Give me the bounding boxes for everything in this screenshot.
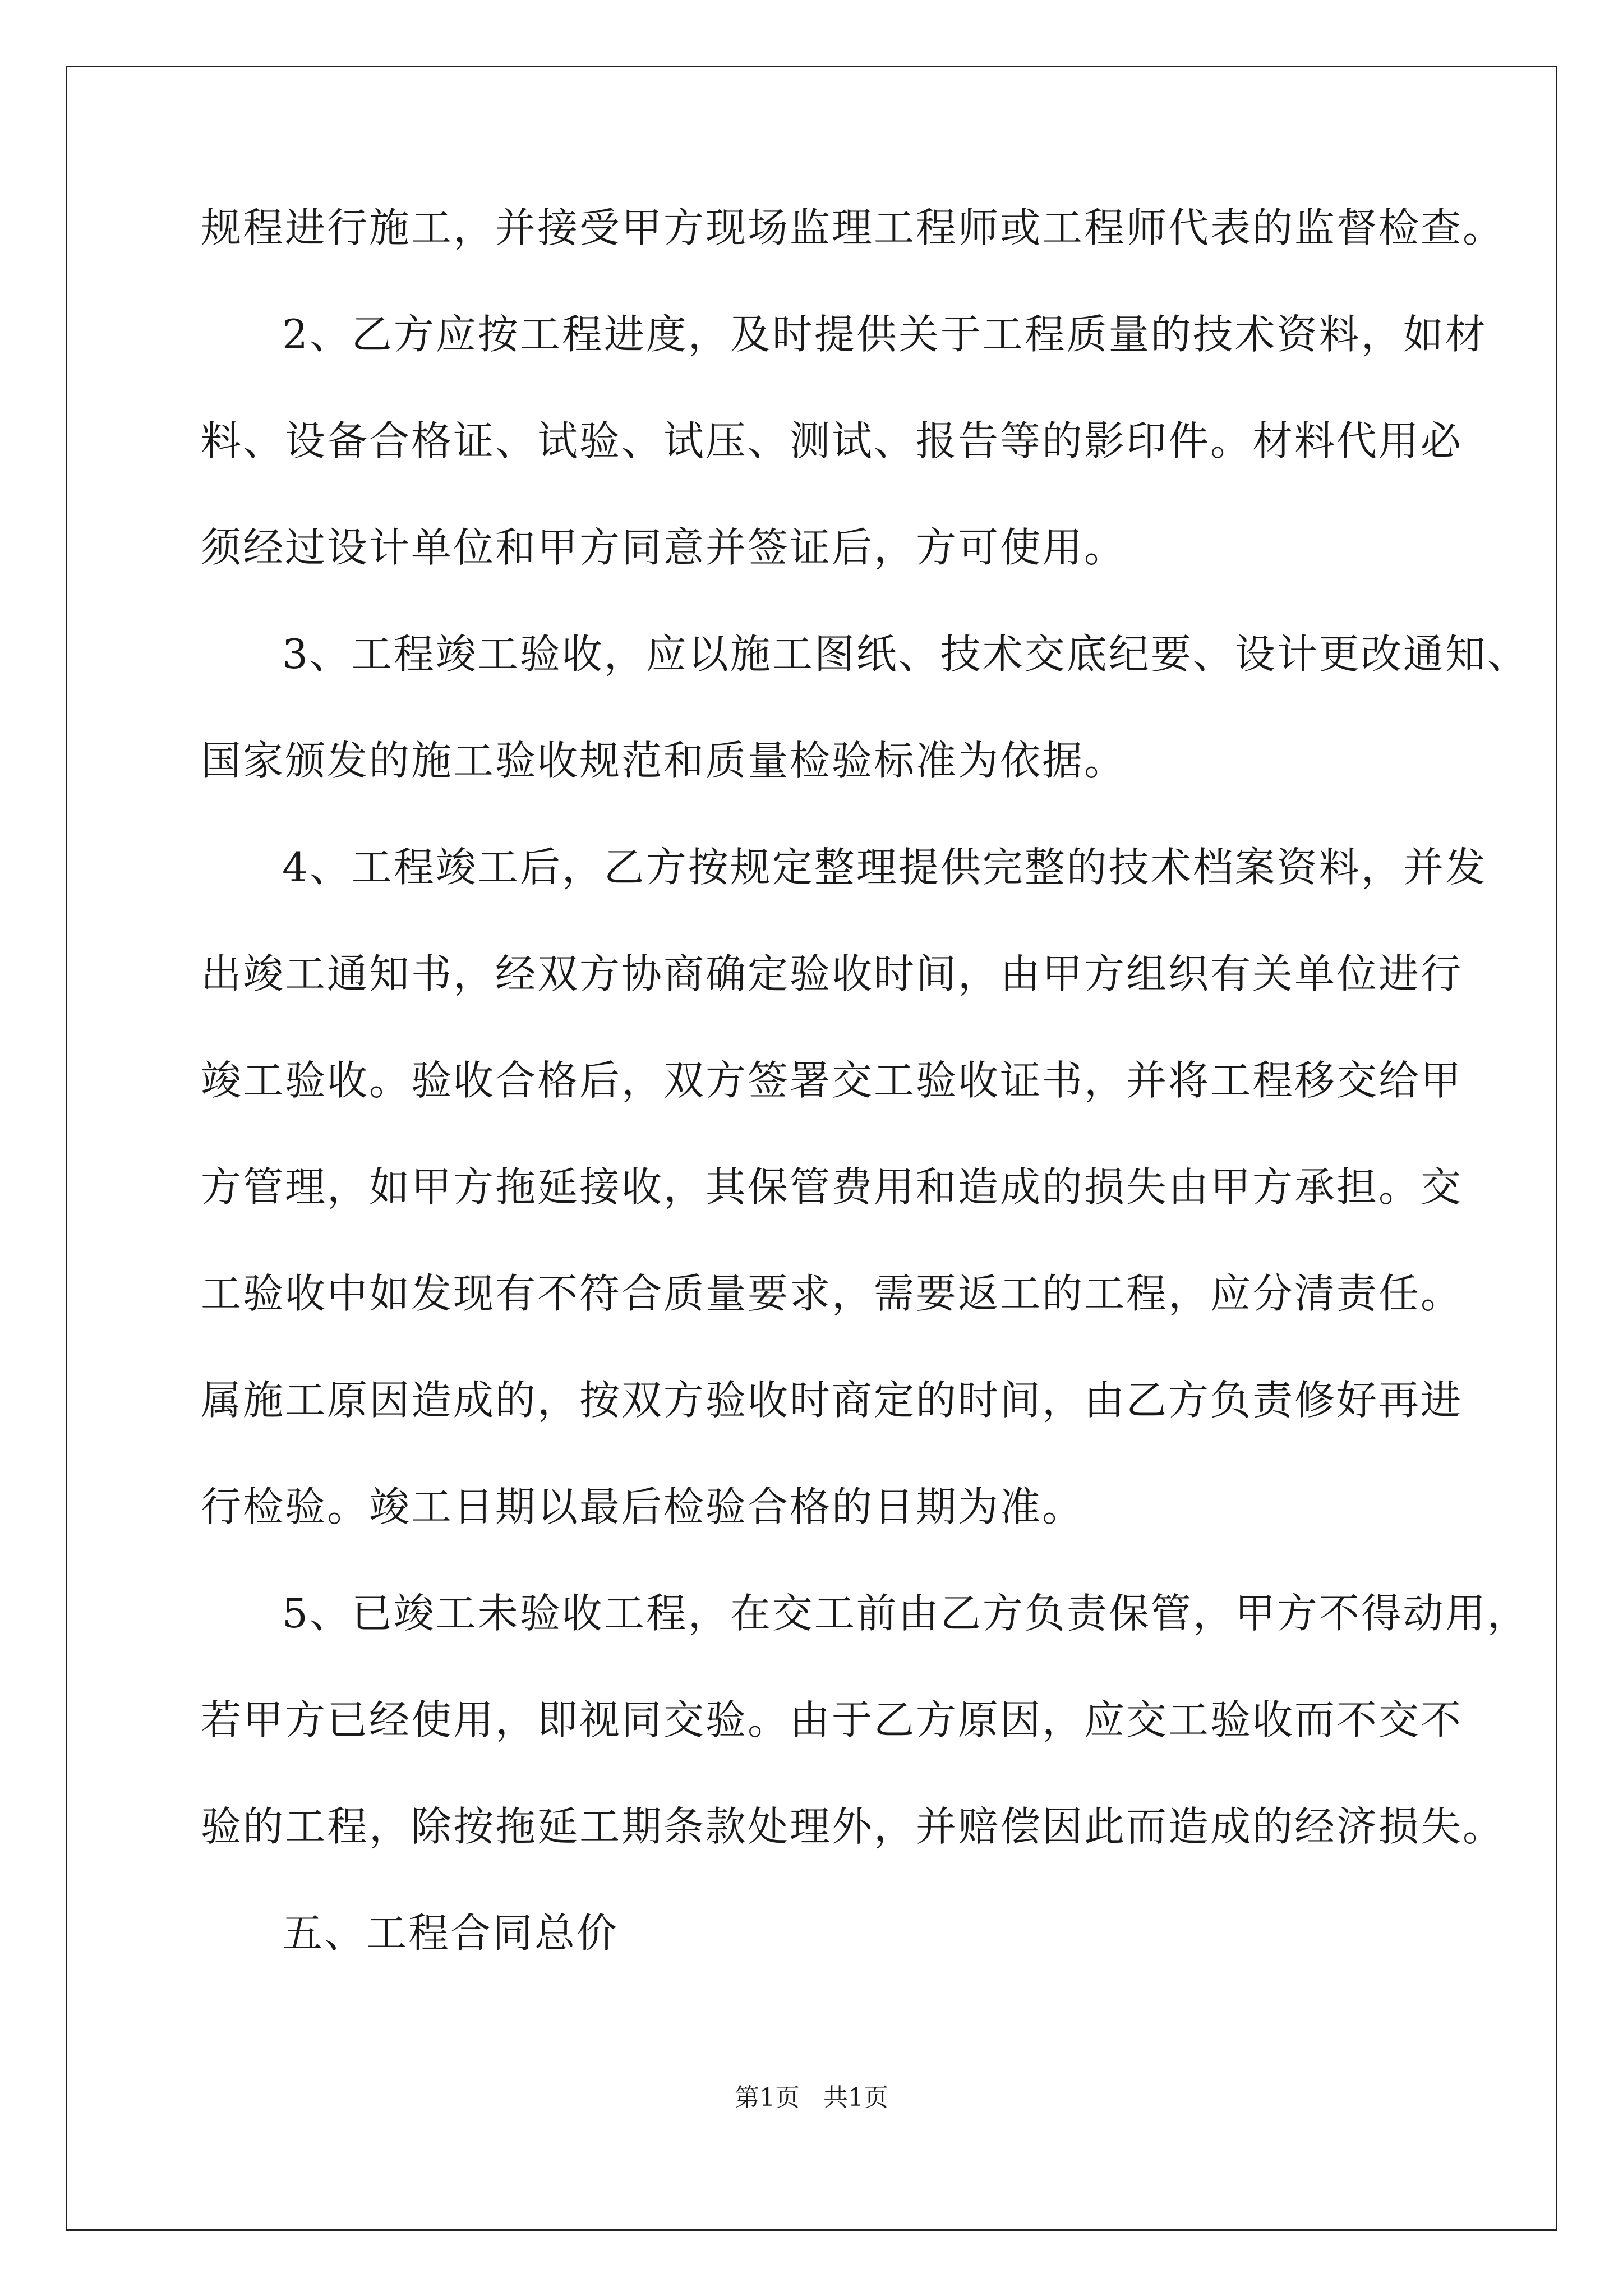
- text-line: 4、工程竣工后，乙方按规定整理提供完整的技术档案资料，并发: [282, 844, 1487, 891]
- text-line: 方管理，如甲方拖延接收，其保管费用和造成的损失由甲方承担。交: [201, 1163, 1463, 1211]
- text-line: 属施工原因造成的，按双方验收时商定的时间，由乙方负责修好再进: [201, 1377, 1463, 1424]
- text-line: 工验收中如发现有不符合质量要求，需要返工的工程，应分清责任。: [201, 1270, 1463, 1317]
- text-line: 料、设备合格证、试验、试压、测试、报告等的影印件。材料代用必: [201, 417, 1463, 464]
- text-line: 规程进行施工，并接受甲方现场监理工程师或工程师代表的监督检查。: [201, 204, 1505, 251]
- text-line: 2、乙方应按工程进度，及时提供关于工程质量的技术资料，如材: [282, 311, 1487, 358]
- document-body: [201, 204, 1529, 2019]
- text-line: 国家颁发的施工验收规范和质量检验标准为依据。: [201, 737, 1127, 784]
- text-line: 出竣工通知书，经双方协商确定验收时间，由甲方组织有关单位进行: [201, 950, 1463, 997]
- section-heading: 五、工程合同总价: [282, 1910, 619, 1957]
- text-line: 须经过设计单位和甲方同意并签证后，方可使用。: [201, 524, 1127, 571]
- text-line: 若甲方已经使用，即视同交验。由于乙方原因，应交工验收而不交不: [201, 1696, 1463, 1743]
- text-line: 3、工程竣工验收，应以施工图纸、技术交底纪要、设计更改通知、: [282, 631, 1529, 678]
- text-line: 行检验。竣工日期以最后检验合格的日期为准。: [201, 1483, 1085, 1530]
- text-line: 验的工程，除按拖延工期条款处理外，并赔偿因此而造成的经济损失。: [201, 1803, 1505, 1850]
- text-line: 5、已竣工未验收工程，在交工前由乙方负责保管，甲方不得动用，: [282, 1590, 1529, 1637]
- page-number-footer: 第1页 共1页: [735, 2083, 888, 2112]
- text-line: 竣工验收。验收合格后，双方签署交工验收证书，并将工程移交给甲: [201, 1057, 1463, 1104]
